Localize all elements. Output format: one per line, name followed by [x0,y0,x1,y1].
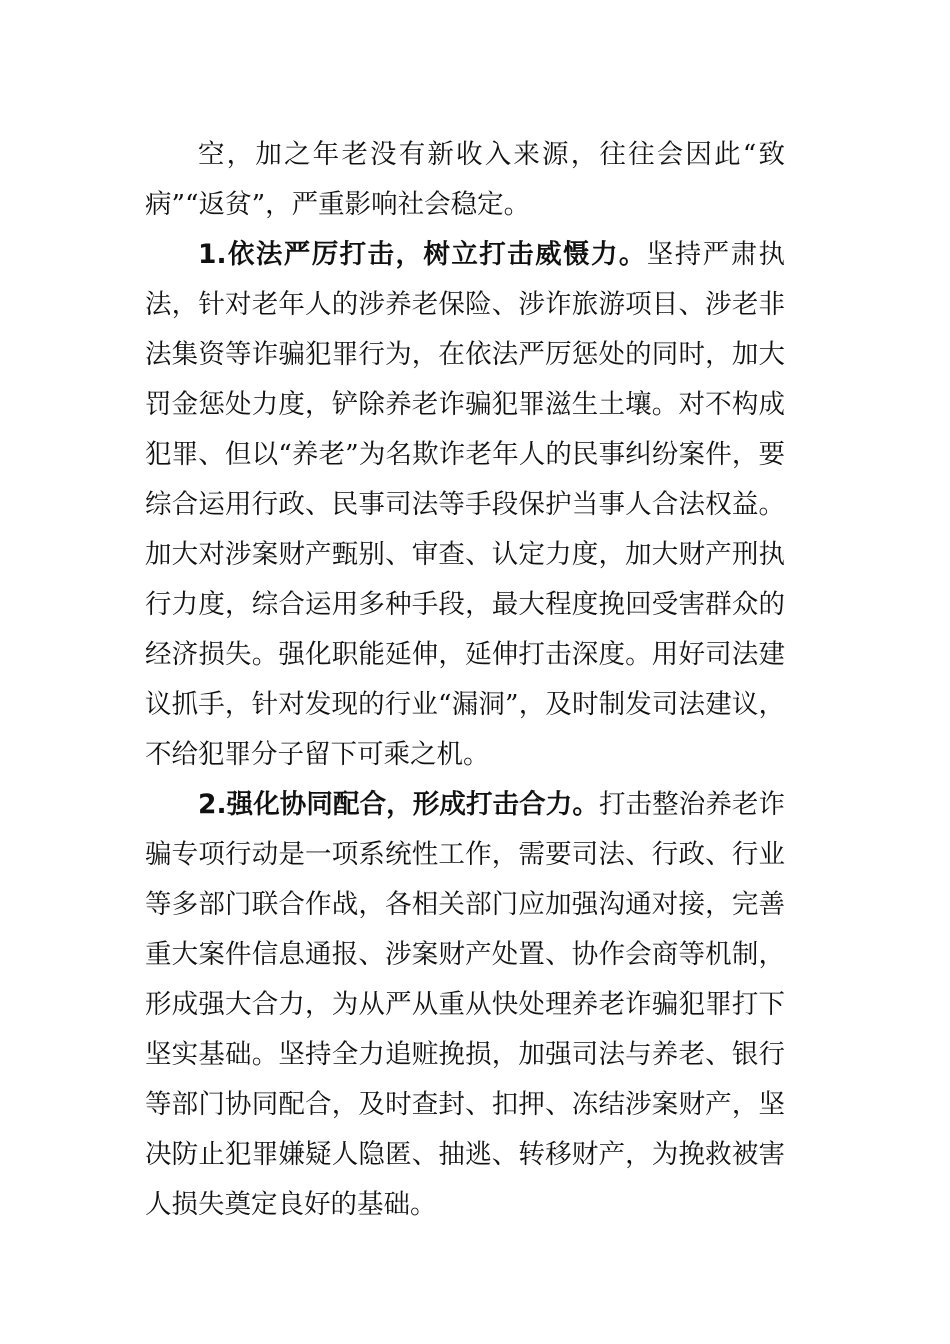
paragraph-heading: 1.依法严厉打击，树立打击威慑力。 [198,239,647,270]
document-body [145,130,785,1230]
paragraph-heading: 2.强化协同配合，形成打击合力。 [198,789,599,820]
paragraph-text: 打击整治养老诈骗专项行动是一项系统性工作，需要司法、行政、行业等多部门联合作战，各相关部门应加强沟通对接，完善重大案件信息通报、涉案财产处置、协作会商等机制，形成强大合力，为从严从重从快处理养老诈骗犯罪打下坚实基础。坚持全力追赃挽损，加强司法与养老、银行等部门协同配合，及时查封、扣押、冻结涉案财产，坚决防止犯罪嫌疑人隐匿、抽逃、转移财产，为挽救被害人损失奠定良好的基础。 [145,789,786,1220]
paragraph-text: 坚持严肃执法，针对老年人的涉养老保险、涉诈旅游项目、涉老非法集资等诈骗犯罪行为，在依法严厉惩处的同时，加大罚金惩处力度，铲除养老诈骗犯罪滋生土壤。对不构成犯罪、但以“养老”为名欺诈老年人的民事纠纷案件，要综合运用行政、民事司法等手段保护当事人合法权益。加大对涉案财产甄别、审查、认定力度，加大财产刑执行力度，综合运用多种手段，最大程度挽回受害群众的经济损失。强化职能延伸，延伸打击深度。用好司法建议抓手，针对发现的行业“漏洞”，及时制发司法建议，不给犯罪分子留下可乘之机。 [145,239,785,770]
paragraph-point-1 [145,230,785,780]
paragraph-point-2 [145,780,785,1230]
paragraph-text: 空，加之年老没有新收入来源，往往会因此“致病”“返贫”，严重影响社会稳定。 [145,139,785,220]
paragraph-continuation [145,130,785,230]
